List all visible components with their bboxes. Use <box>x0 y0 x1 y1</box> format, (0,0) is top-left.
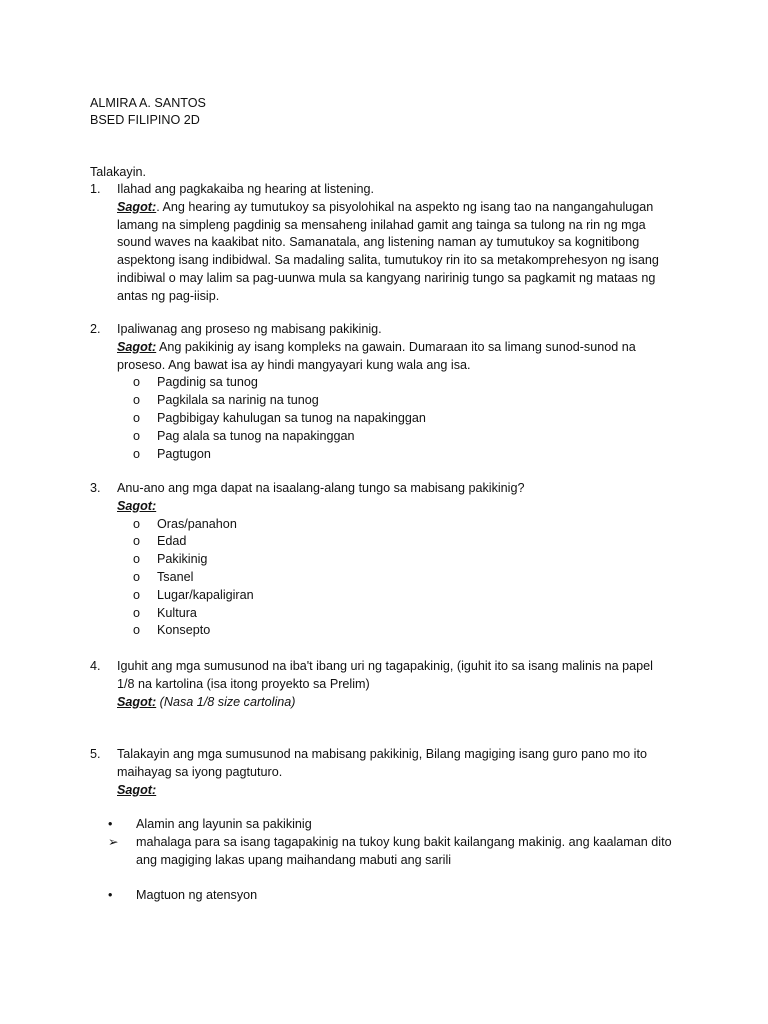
student-course: BSED FILIPINO 2D <box>90 113 200 127</box>
question-text: Talakayin ang mga sumusunod na mabisang pakikinig, Bilang magiging isang guro pano mo ito maihayag sa iyong pagtuturo. <box>117 747 647 779</box>
answer-block <box>117 782 670 800</box>
question-text: Ipaliwanag ang proseso ng mabisang pakikinig. <box>117 322 382 336</box>
sagot-label: Sagot: <box>117 199 157 214</box>
list-item: o Konsepto <box>133 622 670 640</box>
sagot-label: Sagot: <box>117 498 157 513</box>
sagot-label: Sagot: <box>117 782 157 797</box>
list-item: o Pagdinig sa tunog <box>133 374 670 392</box>
student-name: ALMIRA A. SANTOS <box>90 96 206 110</box>
question-text: Anu-ano ang mga dapat na isaalang-alang tungo sa mabisang pakikinig? <box>117 481 525 495</box>
list-item: o Tsanel <box>133 569 670 587</box>
bullet-text: Alamin ang layunin sa pakikinig <box>136 817 312 831</box>
bullet-item <box>108 816 688 834</box>
bullet-icon: • <box>108 817 113 831</box>
answer-block <box>117 199 670 306</box>
list-item: o Pagbibigay kahulugan sa tunog na napakinggan <box>133 410 670 428</box>
question-2 <box>90 321 670 463</box>
answer-block <box>117 498 670 516</box>
bullet-item <box>108 834 688 870</box>
bullet-icon: • <box>108 888 113 902</box>
process-list <box>133 374 670 463</box>
question-3 <box>90 480 670 640</box>
list-item: o Pagkilala sa narinig na tunog <box>133 392 670 410</box>
list-item: o Pagtugon <box>133 446 670 464</box>
bullet-text: mahalaga para sa isang tagapakinig na tukoy kung bakit kailangang makinig. ang kaalaman dito ang magiging lakas upang maihandang mabuti ang sarili <box>136 835 672 867</box>
question-text: Iguhit ang mga sumusunod na iba't ibang uri ng tagapakinig, (iguhit ito sa isang malinis na papel 1/8 na kartolina (isa itong proyekto sa Prelim) <box>117 659 653 691</box>
bullet-text: Magtuon ng atensyon <box>136 888 258 902</box>
section-title: Talakayin. <box>90 165 147 179</box>
question-4 <box>90 658 670 711</box>
list-item: o Pakikinig <box>133 551 670 569</box>
considerations-list <box>133 516 670 641</box>
list-item: o Kultura <box>133 605 670 623</box>
list-item: o Edad <box>133 533 670 551</box>
answer-text: Ang pakikinig ay isang kompleks na gawain. Dumaraan ito sa limang sunod-sunod na proseso. Ang bawat isa ay hindi mangyayari kung wala ang isa. <box>117 339 636 372</box>
sagot-label: Sagot: <box>117 694 157 709</box>
list-item: o Pag alala sa tunog na napakinggan <box>133 428 670 446</box>
question-number: 2. <box>90 322 101 336</box>
arrow-bullet-icon: ➢ <box>108 835 119 849</box>
answer-block <box>117 694 670 712</box>
question-number: 4. <box>90 659 101 673</box>
list-item: o Oras/panahon <box>133 516 670 534</box>
answer-text: . Ang hearing ay tumutukoy sa pisyolohikal na aspekto ng isang tao na nangangahulugan lamang na simpleng pagdinig sa mensaheng inilahad gamit ang tainga sa tulong na rin ng mga sound waves na kaakibat nito. Samanatala, ang listening naman ay tumutukoy sa kognitibong aspektong isang indibidwal. Sa madaling salita, tumutukoy rin ito sa metakomprehesyon ng isang indibiwal o may lalim sa pag-uunwa mula sa kangyang naririnig tungo sa pagkamit ng mataas ng antas ng pag-iisip. <box>117 199 659 303</box>
question-number: 3. <box>90 481 101 495</box>
bullet-item <box>108 887 688 905</box>
question-1 <box>90 181 670 306</box>
list-item: o Lugar/kapaligiran <box>133 587 670 605</box>
question-number: 1. <box>90 182 101 196</box>
question-5 <box>90 746 670 799</box>
sagot-label: Sagot: <box>117 339 157 354</box>
question-number: 5. <box>90 747 101 761</box>
question-text: Ilahad ang pagkakaiba ng hearing at listening. <box>117 182 374 196</box>
answer-block <box>117 339 670 375</box>
answer-text: (Nasa 1/8 size cartolina) <box>156 694 296 709</box>
